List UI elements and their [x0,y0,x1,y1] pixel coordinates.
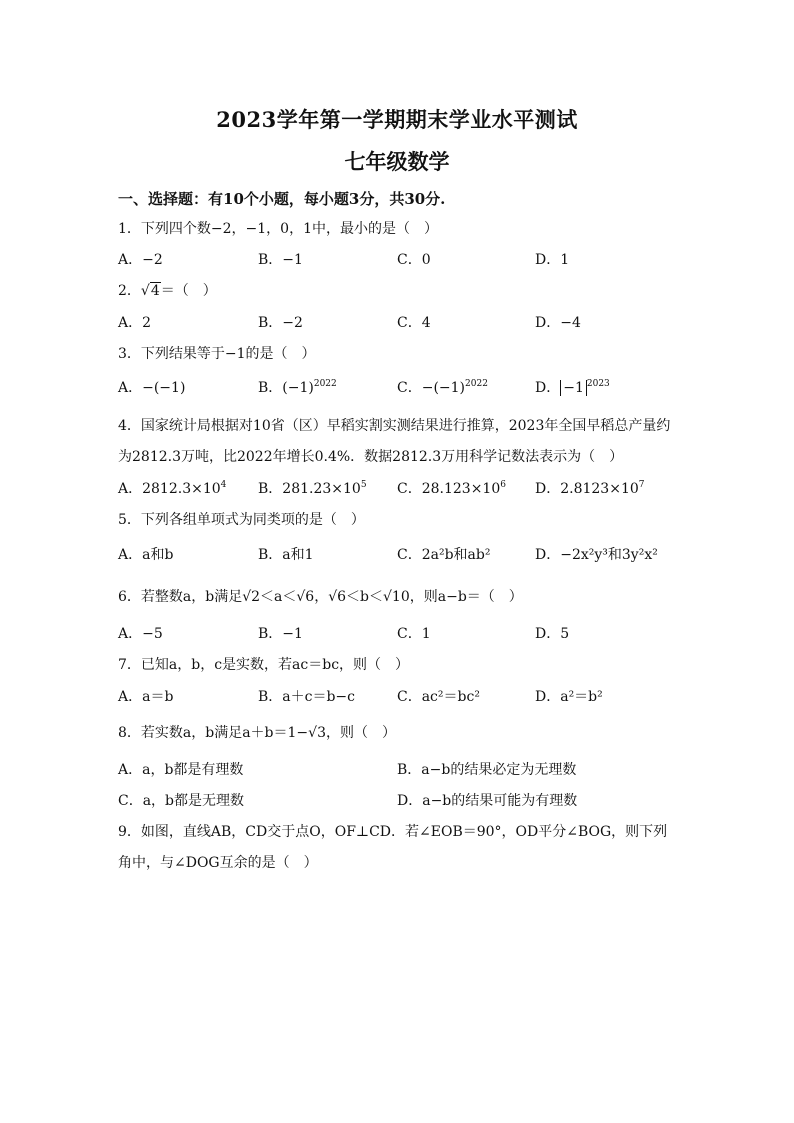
page-title: 2023学年第一学期期末学业水平测试 [216,107,578,132]
q2-option-b: B．−2 [258,315,303,331]
q3-d-exponent: 2023 [586,379,610,389]
q6-option-a: A．−5 [118,626,163,642]
q1-option-b: B．−1 [258,252,303,268]
question-9-line-1: 9．如图，直线AB，CD交于点O，OF⊥CD．若∠EOB＝90°，OD平分∠BOG，则下列 [118,824,668,840]
q4-c-base: C．28.123×10 [397,481,501,497]
q8-option-d: D．a−b的结果可能为有理数 [397,793,578,809]
question-6-stem: 6．若整数a，b满足√2＜a＜√6，√6＜b＜√10，则a−b＝（ ） [118,589,523,605]
question-1-stem: 1．下列四个数−2，−1，0，1中，最小的是（ ） [118,221,438,237]
q7-option-c: C．ac²＝bc² [397,689,480,705]
q3-option-b [258,377,337,397]
q4-option-c [397,478,506,498]
q5-option-d: D．−2x²y³和3y²x² [535,547,658,563]
q3-b-exponent: 2022 [313,379,337,389]
q5-option-c: C．2a²b和ab² [397,547,491,563]
q6-option-b: B．−1 [258,626,303,642]
question-9-line-2: 角中，与∠DOG互余的是（ ） [118,855,318,871]
q2-stem-suffix: ＝（ ） [160,283,217,299]
page-subtitle: 七年级数学 [344,149,450,174]
q4-b-base: B．281.23×10 [258,481,361,497]
q2-option-a: A．2 [118,315,152,331]
q3-b-base: B．(−1) [258,380,314,396]
q2-option-d: D．−4 [535,315,581,331]
q4-option-a [118,478,226,498]
question-4-line-2: 为2812.3万吨，比2022年增长0.4%．数据2812.3万用科学记数法表示为（ ） [118,449,624,465]
q2-option-c: C．4 [397,315,431,331]
question-8-stem: 8．若实数a，b满足a＋b＝1−√3，则（ ） [118,725,396,741]
q3-option-c [397,377,488,397]
q8-option-a: A．a，b都是有理数 [118,762,244,778]
q4-a-base: A．2812.3×10 [118,481,221,497]
q4-option-b [258,478,367,498]
q8-option-c: C．a，b都是无理数 [118,793,245,809]
question-4-line-1: 4．国家统计局根据对10省（区）早稻实割实测结果进行推算，2023年全国早稻总产量约 [118,418,671,434]
q4-d-base: D．2.8123×10 [535,481,639,497]
q1-option-d: D．1 [535,252,570,268]
q4-c-exponent: 6 [500,480,506,490]
q1-option-a: A．−2 [118,252,163,268]
q8-option-b: B．a−b的结果必定为无理数 [397,762,577,778]
q6-option-d: D．5 [535,626,570,642]
q4-a-exponent: 4 [220,480,227,490]
q1-option-c: C．0 [397,252,431,268]
q3-option-a: A．−(−1) [118,380,186,396]
q7-option-d: D．a²＝b² [535,689,603,705]
q4-b-exponent: 5 [360,480,367,490]
q5-option-b: B．a和1 [258,547,314,563]
question-5-stem: 5．下列各组单项式为同类项的是（ ） [118,512,365,528]
section-heading: 一、选择题：有10个小题，每小题3分，共30分. [118,190,446,208]
question-2-stem: 2．√4＝（ ） [118,283,217,299]
q3-c-exponent: 2022 [465,379,488,389]
q2-radicand: 4 [150,283,160,299]
q3-d-prefix: D． [535,380,561,396]
q3-c-base: C．−(−1) [397,380,466,396]
q5-option-a: A．a和b [118,547,174,563]
q4-option-d [535,478,645,498]
q7-option-a: A．a＝b [118,689,174,705]
question-3-stem: 3．下列结果等于−1的是（ ） [118,346,316,362]
question-7-stem: 7．已知a，b，c是实数，若ac＝bc，则（ ） [118,657,410,673]
q3-d-absolute: −1 [560,380,587,396]
q6-option-c: C．1 [397,626,431,642]
q7-option-b: B．a＋c＝b−c [258,689,356,705]
q2-stem-prefix: 2． [118,283,141,299]
q4-d-exponent: 7 [638,480,645,490]
q3-option-d [535,377,610,397]
